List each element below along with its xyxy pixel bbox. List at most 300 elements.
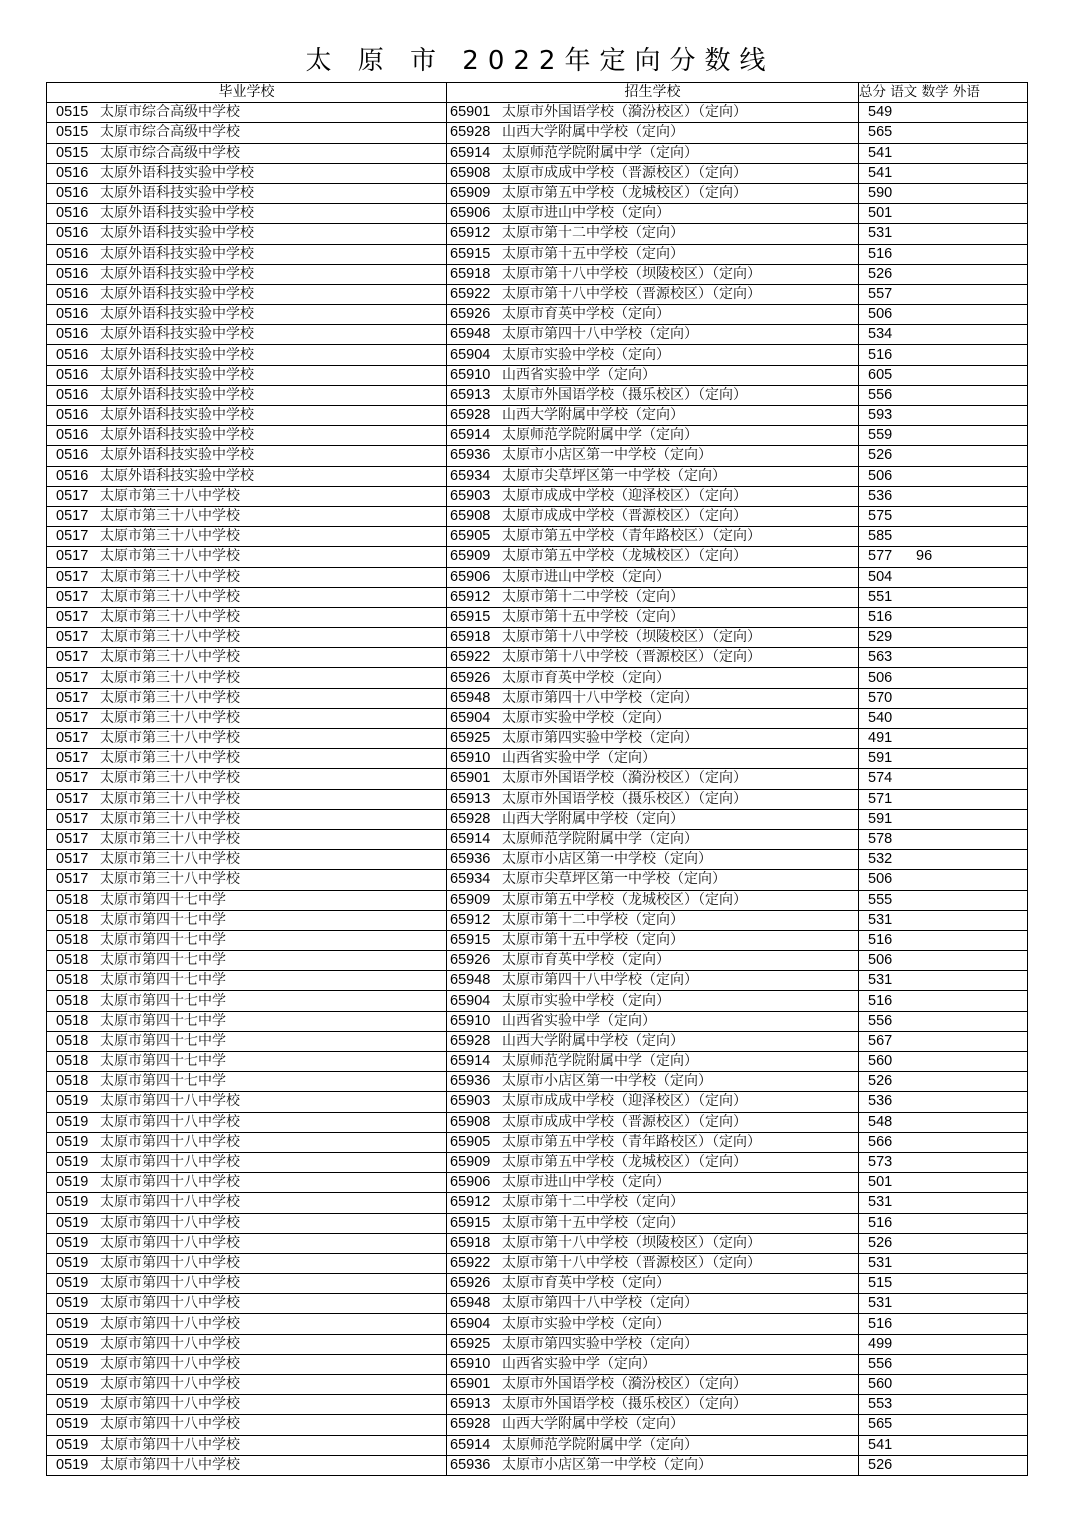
enrollment-school-name: 太原市第十五中学校（定向） <box>502 1214 684 1231</box>
enrollment-school-cell <box>447 809 859 829</box>
enrollment-school-name: 太原市外国语学校（漪汾校区）（定向） <box>502 104 747 121</box>
enrollment-code: 65904 <box>450 709 491 726</box>
graduation-school-name: 太原市第三十八中学校 <box>100 750 240 767</box>
enrollment-school-cell <box>447 163 859 183</box>
enrollment-code: 65948 <box>450 1295 491 1312</box>
graduation-school-name: 太原市第三十八中学校 <box>100 487 240 504</box>
enrollment-code: 65906 <box>450 1174 491 1191</box>
score-cell <box>859 789 1028 809</box>
graduation-school-name: 太原市第三十八中学校 <box>100 669 240 686</box>
score-cell <box>859 607 1028 627</box>
graduation-school-cell <box>47 607 447 627</box>
graduation-school-name: 太原市第三十八中学校 <box>100 770 240 787</box>
enrollment-school-cell <box>447 1294 859 1314</box>
graduation-school-cell <box>47 1173 447 1193</box>
enrollment-school-cell <box>447 951 859 971</box>
enrollment-code: 65914 <box>450 427 491 444</box>
graduation-school-name: 太原外语科技实验中学校 <box>100 447 254 464</box>
total-score: 516 <box>868 608 893 625</box>
score-cell <box>859 971 1028 991</box>
table-row <box>47 1294 1028 1314</box>
graduation-school-name: 太原外语科技实验中学校 <box>100 407 254 424</box>
graduation-school-name: 太原市第三十八中学校 <box>100 790 240 807</box>
table-row <box>47 1354 1028 1374</box>
graduation-code: 0516 <box>56 386 89 403</box>
graduation-school-name: 太原市第四十七中学 <box>100 891 226 908</box>
enrollment-code: 65909 <box>450 185 491 202</box>
enrollment-code: 65928 <box>450 810 491 827</box>
enrollment-school-name: 太原市第十五中学校（定向） <box>502 608 684 625</box>
enrollment-school-cell <box>447 1052 859 1072</box>
graduation-school-cell <box>47 769 447 789</box>
table-row <box>47 406 1028 426</box>
graduation-school-cell <box>47 1314 447 1334</box>
total-score: 540 <box>868 709 893 726</box>
total-score: 501 <box>868 205 893 222</box>
enrollment-school-name: 太原市第十八中学校（坝陵校区）（定向） <box>502 1234 761 1251</box>
enrollment-school-cell <box>447 1314 859 1334</box>
total-score: 534 <box>868 326 893 343</box>
enrollment-school-name: 山西大学附属中学校（定向） <box>502 124 684 141</box>
total-score: 557 <box>868 285 893 302</box>
enrollment-code: 65915 <box>450 245 491 262</box>
enrollment-school-cell <box>447 224 859 244</box>
score-cell <box>859 406 1028 426</box>
graduation-school-cell <box>47 1435 447 1455</box>
enrollment-school-cell <box>447 708 859 728</box>
graduation-code: 0516 <box>56 225 89 242</box>
graduation-school-name: 太原市第四十七中学 <box>100 1012 226 1029</box>
total-score: 532 <box>868 851 893 868</box>
total-score: 516 <box>868 245 893 262</box>
total-score: 560 <box>868 1376 893 1393</box>
graduation-code: 0517 <box>56 810 89 827</box>
graduation-school-name: 太原市第四十八中学校 <box>100 1214 240 1231</box>
score-cell <box>859 1031 1028 1051</box>
graduation-code: 0519 <box>56 1416 89 1433</box>
enrollment-code: 65906 <box>450 568 491 585</box>
graduation-code: 0517 <box>56 871 89 888</box>
table-row <box>47 1334 1028 1354</box>
graduation-school-name: 太原市第三十八中学校 <box>100 568 240 585</box>
table-row <box>47 809 1028 829</box>
total-score: 565 <box>868 124 893 141</box>
table-row <box>47 426 1028 446</box>
table-header-row <box>47 83 1028 103</box>
enrollment-school-name: 太原市尖草坪区第一中学校（定向） <box>502 871 726 888</box>
graduation-school-cell <box>47 1132 447 1152</box>
graduation-code: 0519 <box>56 1234 89 1251</box>
graduation-school-cell <box>47 688 447 708</box>
enrollment-school-name: 太原市第十二中学校（定向） <box>502 911 684 928</box>
graduation-school-name: 太原外语科技实验中学校 <box>100 326 254 343</box>
total-score: 578 <box>868 831 893 848</box>
graduation-code: 0517 <box>56 730 89 747</box>
table-row <box>47 325 1028 345</box>
graduation-school-cell <box>47 406 447 426</box>
total-score: 516 <box>868 346 893 363</box>
enrollment-school-cell <box>447 1375 859 1395</box>
enrollment-school-name: 太原市第十八中学校（晋源校区）（定向） <box>502 1254 761 1271</box>
enrollment-school-name: 太原市育英中学校（定向） <box>502 952 670 969</box>
enrollment-code: 65912 <box>450 911 491 928</box>
graduation-code: 0519 <box>56 1194 89 1211</box>
enrollment-code: 65901 <box>450 104 491 121</box>
enrollment-school-name: 太原市第五中学校（龙城校区）（定向） <box>502 891 747 908</box>
graduation-school-cell <box>47 385 447 405</box>
graduation-code: 0517 <box>56 568 89 585</box>
score-cell <box>859 385 1028 405</box>
graduation-code: 0518 <box>56 952 89 969</box>
table-row <box>47 1031 1028 1051</box>
graduation-code: 0518 <box>56 972 89 989</box>
score-cell <box>859 1173 1028 1193</box>
enrollment-school-name: 太原市第五中学校（青年路校区）（定向） <box>502 528 761 545</box>
total-score: 553 <box>868 1396 893 1413</box>
score-cell <box>859 890 1028 910</box>
graduation-school-name: 太原市第四十八中学校 <box>100 1133 240 1150</box>
table-row <box>47 870 1028 890</box>
enrollment-code: 65903 <box>450 1093 491 1110</box>
graduation-school-name: 太原外语科技实验中学校 <box>100 427 254 444</box>
enrollment-school-cell <box>447 1112 859 1132</box>
enrollment-school-name: 太原市外国语学校（摄乐校区）（定向） <box>502 790 747 807</box>
enrollment-school-name: 太原师范学院附属中学（定向） <box>502 144 698 161</box>
enrollment-school-name: 太原市第十八中学校（晋源校区）（定向） <box>502 649 761 666</box>
graduation-school-name: 太原市综合高级中学校 <box>100 124 240 141</box>
table-row <box>47 1435 1028 1455</box>
graduation-code: 0517 <box>56 649 89 666</box>
enrollment-code: 65922 <box>450 1254 491 1271</box>
graduation-school-cell <box>47 890 447 910</box>
graduation-school-cell <box>47 547 447 567</box>
score-cell <box>859 1112 1028 1132</box>
total-score: 590 <box>868 185 893 202</box>
enrollment-school-name: 太原师范学院附属中学（定向） <box>502 427 698 444</box>
total-score: 526 <box>868 447 893 464</box>
score-cell <box>859 1132 1028 1152</box>
enrollment-school-name: 山西大学附属中学校（定向） <box>502 1032 684 1049</box>
score-cell <box>859 426 1028 446</box>
graduation-school-cell <box>47 708 447 728</box>
table-row <box>47 1415 1028 1435</box>
graduation-code: 0519 <box>56 1275 89 1292</box>
graduation-school-cell <box>47 204 447 224</box>
enrollment-code: 65928 <box>450 1416 491 1433</box>
table-row <box>47 1455 1028 1475</box>
table-row <box>47 163 1028 183</box>
enrollment-school-cell <box>447 506 859 526</box>
graduation-school-cell <box>47 1031 447 1051</box>
graduation-code: 0519 <box>56 1355 89 1372</box>
enrollment-school-name: 太原市外国语学校（漪汾校区）（定向） <box>502 770 747 787</box>
graduation-school-name: 太原市第四十八中学校 <box>100 1275 240 1292</box>
graduation-school-name: 太原外语科技实验中学校 <box>100 386 254 403</box>
table-row <box>47 607 1028 627</box>
graduation-school-name: 太原外语科技实验中学校 <box>100 366 254 383</box>
enrollment-school-cell <box>447 1334 859 1354</box>
score-cell <box>859 991 1028 1011</box>
enrollment-school-name: 太原市外国语学校（漪汾校区）（定向） <box>502 1376 747 1393</box>
total-score: 506 <box>868 669 893 686</box>
table-row <box>47 1173 1028 1193</box>
graduation-school-name: 太原外语科技实验中学校 <box>100 245 254 262</box>
table-row <box>47 506 1028 526</box>
table-row <box>47 1152 1028 1172</box>
table-row <box>47 587 1028 607</box>
enrollment-code: 65904 <box>450 992 491 1009</box>
graduation-school-cell <box>47 648 447 668</box>
graduation-code: 0517 <box>56 508 89 525</box>
enrollment-code: 65901 <box>450 770 491 787</box>
graduation-code: 0519 <box>56 1154 89 1171</box>
total-score: 549 <box>868 104 893 121</box>
enrollment-code: 65906 <box>450 205 491 222</box>
enrollment-code: 65936 <box>450 1073 491 1090</box>
graduation-code: 0517 <box>56 528 89 545</box>
score-table <box>46 82 1028 1476</box>
table-row <box>47 1274 1028 1294</box>
score-cell <box>859 143 1028 163</box>
score-cell <box>859 951 1028 971</box>
graduation-code: 0518 <box>56 1032 89 1049</box>
graduation-school-cell <box>47 991 447 1011</box>
score-cell <box>859 1213 1028 1233</box>
table-row <box>47 1132 1028 1152</box>
enrollment-code: 65910 <box>450 366 491 383</box>
score-cell <box>859 224 1028 244</box>
enrollment-school-name: 山西省实验中学（定向） <box>502 366 656 383</box>
enrollment-school-cell <box>447 1354 859 1374</box>
graduation-school-name: 太原市第三十八中学校 <box>100 730 240 747</box>
score-cell <box>859 930 1028 950</box>
graduation-code: 0519 <box>56 1335 89 1352</box>
total-score: 548 <box>868 1113 893 1130</box>
graduation-school-cell <box>47 183 447 203</box>
graduation-code: 0516 <box>56 185 89 202</box>
graduation-code: 0517 <box>56 689 89 706</box>
table-row <box>47 971 1028 991</box>
graduation-school-name: 太原市第三十八中学校 <box>100 548 240 565</box>
graduation-school-cell <box>47 325 447 345</box>
enrollment-school-cell <box>447 567 859 587</box>
graduation-school-cell <box>47 1415 447 1435</box>
graduation-code: 0516 <box>56 366 89 383</box>
enrollment-code: 65913 <box>450 1396 491 1413</box>
score-cell <box>859 345 1028 365</box>
enrollment-code: 65928 <box>450 407 491 424</box>
enrollment-school-cell <box>447 850 859 870</box>
graduation-school-name: 太原市第三十八中学校 <box>100 810 240 827</box>
score-cell <box>859 264 1028 284</box>
total-score: 531 <box>868 972 893 989</box>
score-cell <box>859 829 1028 849</box>
graduation-code: 0519 <box>56 1456 89 1473</box>
graduation-school-cell <box>47 1152 447 1172</box>
graduation-school-cell <box>47 1011 447 1031</box>
total-score: 556 <box>868 1012 893 1029</box>
enrollment-code: 65918 <box>450 265 491 282</box>
enrollment-school-name: 山西省实验中学（定向） <box>502 750 656 767</box>
total-score: 560 <box>868 1053 893 1070</box>
enrollment-school-name: 太原师范学院附属中学（定向） <box>502 1053 698 1070</box>
enrollment-school-cell <box>447 1233 859 1253</box>
table-row <box>47 365 1028 385</box>
score-cell <box>859 204 1028 224</box>
graduation-code: 0516 <box>56 265 89 282</box>
enrollment-school-cell <box>447 527 859 547</box>
enrollment-code: 65936 <box>450 447 491 464</box>
graduation-code: 0517 <box>56 669 89 686</box>
table-row <box>47 1375 1028 1395</box>
graduation-code: 0518 <box>56 931 89 948</box>
graduation-school-cell <box>47 789 447 809</box>
table-row <box>47 729 1028 749</box>
enrollment-school-cell <box>447 486 859 506</box>
enrollment-school-name: 太原市小店区第一中学校（定向） <box>502 1456 712 1473</box>
graduation-school-cell <box>47 749 447 769</box>
header-score: 总分 语文 数学 外语 <box>859 83 1028 103</box>
total-score: 559 <box>868 427 893 444</box>
graduation-code: 0517 <box>56 709 89 726</box>
score-cell <box>859 1314 1028 1334</box>
enrollment-code: 65915 <box>450 1214 491 1231</box>
enrollment-school-cell <box>447 769 859 789</box>
enrollment-school-name: 太原市第十八中学校（晋源校区）（定向） <box>502 285 761 302</box>
graduation-code: 0517 <box>56 851 89 868</box>
graduation-school-cell <box>47 1334 447 1354</box>
enrollment-school-cell <box>447 1274 859 1294</box>
total-score: 504 <box>868 568 893 585</box>
graduation-school-cell <box>47 910 447 930</box>
total-score: 563 <box>868 649 893 666</box>
table-row <box>47 446 1028 466</box>
graduation-school-name: 太原市第四十八中学校 <box>100 1456 240 1473</box>
enrollment-school-name: 太原市第四实验中学校（定向） <box>502 1335 698 1352</box>
score-cell <box>859 749 1028 769</box>
graduation-code: 0518 <box>56 911 89 928</box>
table-row <box>47 224 1028 244</box>
total-score: 516 <box>868 931 893 948</box>
graduation-school-name: 太原市第四十七中学 <box>100 1032 226 1049</box>
enrollment-code: 65915 <box>450 931 491 948</box>
table-row <box>47 951 1028 971</box>
enrollment-school-cell <box>447 971 859 991</box>
total-score: 526 <box>868 1073 893 1090</box>
score-cell <box>859 183 1028 203</box>
score-cell <box>859 688 1028 708</box>
graduation-school-cell <box>47 345 447 365</box>
total-score: 531 <box>868 911 893 928</box>
score-cell <box>859 1375 1028 1395</box>
score-cell <box>859 1294 1028 1314</box>
total-score: 506 <box>868 952 893 969</box>
enrollment-code: 65925 <box>450 1335 491 1352</box>
graduation-school-cell <box>47 264 447 284</box>
graduation-code: 0518 <box>56 992 89 1009</box>
table-row <box>47 527 1028 547</box>
graduation-code: 0517 <box>56 487 89 504</box>
table-row <box>47 244 1028 264</box>
score-cell <box>859 668 1028 688</box>
graduation-school-name: 太原市第四十八中学校 <box>100 1355 240 1372</box>
total-score: 499 <box>868 1335 893 1352</box>
graduation-school-name: 太原市第四十八中学校 <box>100 1436 240 1453</box>
total-score: 591 <box>868 750 893 767</box>
table-row <box>47 668 1028 688</box>
score-cell <box>859 1072 1028 1092</box>
enrollment-school-cell <box>447 890 859 910</box>
graduation-code: 0516 <box>56 427 89 444</box>
graduation-code: 0518 <box>56 891 89 908</box>
total-score: 570 <box>868 689 893 706</box>
graduation-school-cell <box>47 668 447 688</box>
graduation-school-name: 太原市第三十八中学校 <box>100 629 240 646</box>
total-score: 515 <box>868 1275 893 1292</box>
table-row <box>47 466 1028 486</box>
graduation-code: 0515 <box>56 124 89 141</box>
graduation-code: 0519 <box>56 1436 89 1453</box>
total-score: 541 <box>868 1436 893 1453</box>
total-score: 506 <box>868 467 893 484</box>
enrollment-school-cell <box>447 103 859 123</box>
graduation-school-cell <box>47 930 447 950</box>
graduation-school-cell <box>47 567 447 587</box>
enrollment-code: 65914 <box>450 1436 491 1453</box>
total-score: 536 <box>868 487 893 504</box>
graduation-code: 0516 <box>56 407 89 424</box>
graduation-school-cell <box>47 1072 447 1092</box>
enrollment-code: 65910 <box>450 750 491 767</box>
total-score: 526 <box>868 1456 893 1473</box>
total-score: 491 <box>868 730 893 747</box>
graduation-code: 0516 <box>56 306 89 323</box>
total-score: 501 <box>868 1174 893 1191</box>
graduation-school-cell <box>47 951 447 971</box>
score-cell <box>859 1092 1028 1112</box>
enrollment-code: 65918 <box>450 1234 491 1251</box>
graduation-school-cell <box>47 1233 447 1253</box>
graduation-school-name: 太原市第三十八中学校 <box>100 588 240 605</box>
header-enrollment-school: 招生学校 <box>447 83 859 103</box>
enrollment-school-name: 太原师范学院附属中学（定向） <box>502 831 698 848</box>
score-cell <box>859 1233 1028 1253</box>
enrollment-school-cell <box>447 1213 859 1233</box>
graduation-code: 0519 <box>56 1133 89 1150</box>
total-score: 516 <box>868 1315 893 1332</box>
enrollment-school-cell <box>447 325 859 345</box>
graduation-code: 0517 <box>56 629 89 646</box>
enrollment-code: 65909 <box>450 891 491 908</box>
table-row <box>47 829 1028 849</box>
enrollment-code: 65925 <box>450 730 491 747</box>
graduation-school-cell <box>47 486 447 506</box>
graduation-code: 0517 <box>56 588 89 605</box>
enrollment-code: 65909 <box>450 548 491 565</box>
enrollment-school-name: 太原市实验中学校（定向） <box>502 1315 670 1332</box>
graduation-school-name: 太原市第四十七中学 <box>100 952 226 969</box>
enrollment-school-name: 太原市第十二中学校（定向） <box>502 225 684 242</box>
total-score: 531 <box>868 1254 893 1271</box>
enrollment-code: 65914 <box>450 1053 491 1070</box>
graduation-school-name: 太原市第三十八中学校 <box>100 689 240 706</box>
total-score: 591 <box>868 810 893 827</box>
enrollment-school-cell <box>447 1092 859 1112</box>
enrollment-school-name: 太原市外国语学校（摄乐校区）（定向） <box>502 1396 747 1413</box>
enrollment-school-cell <box>447 930 859 950</box>
enrollment-school-name: 太原市育英中学校（定向） <box>502 669 670 686</box>
table-row <box>47 749 1028 769</box>
